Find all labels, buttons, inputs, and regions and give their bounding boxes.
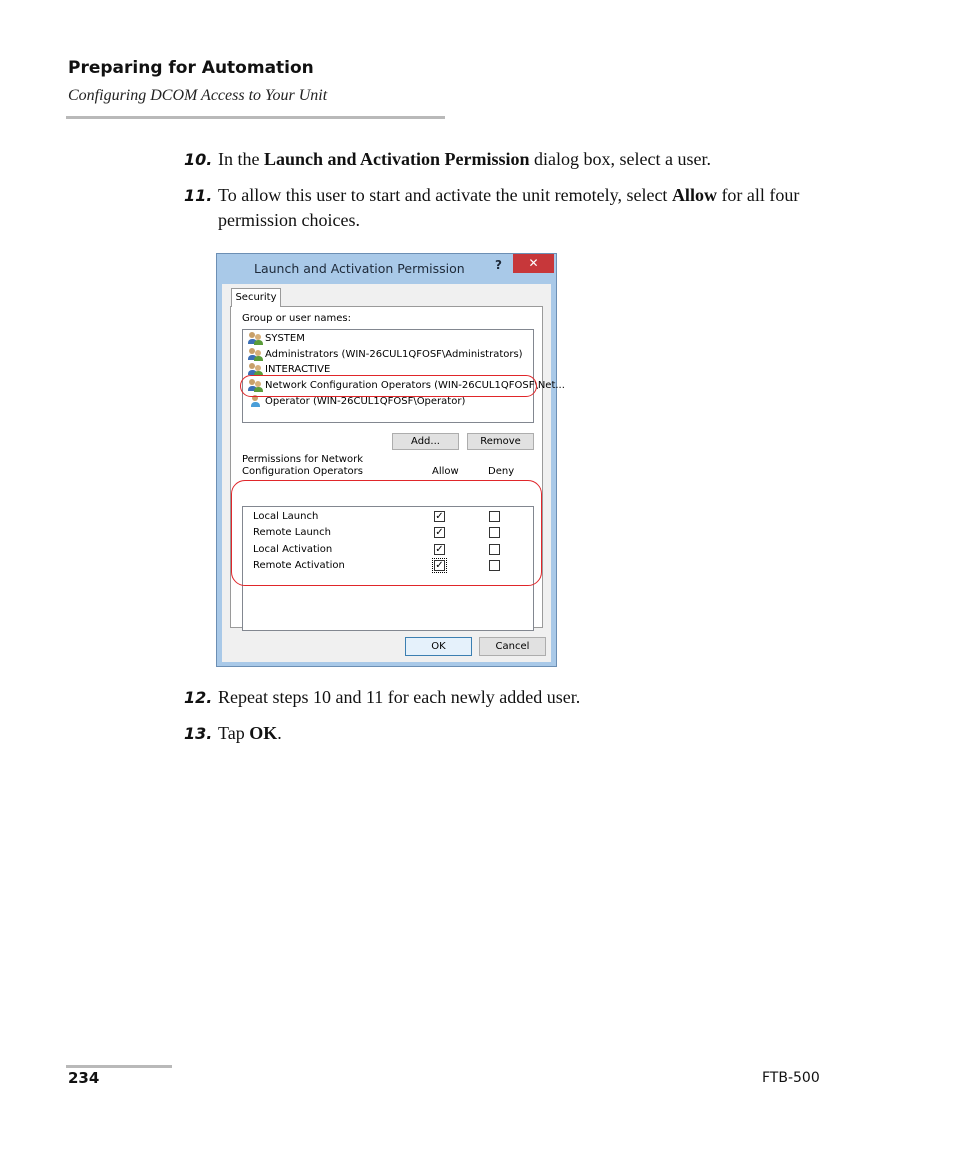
cancel-button[interactable]: Cancel [479, 637, 546, 656]
remove-button[interactable]: Remove [467, 433, 534, 450]
body-text: . [277, 723, 282, 743]
launch-activation-permission-dialog [216, 253, 565, 667]
step-number: 13. [184, 724, 213, 743]
allow-header: Allow [432, 466, 459, 477]
emphasis-text: Launch and Activation Permission [263, 149, 530, 169]
user-name: INTERACTIVE [265, 364, 331, 375]
product-name: FTB-500 [762, 1070, 820, 1086]
user-name: Network Configuration Operators (WIN-26CUL1QFOSF\Net... [265, 380, 565, 391]
emphasis-text: Allow [671, 185, 717, 205]
list-item[interactable] [248, 347, 523, 362]
permissions-highlight [231, 480, 542, 586]
deny-header: Deny [488, 466, 515, 477]
permission-name: Local Activation [253, 544, 333, 555]
section-title: Preparing for Automation [68, 58, 314, 78]
security-tab-panel [230, 306, 565, 628]
local-launch-allow-checkbox[interactable]: ✓ [435, 511, 444, 522]
selected-user-highlight [240, 375, 537, 397]
help-icon[interactable]: ? [495, 258, 502, 272]
step-11 [184, 183, 824, 233]
emphasis-text: OK [249, 723, 278, 743]
body-text: In the [218, 149, 264, 169]
body-text: Repeat steps 10 and 11 for each newly added user. [218, 687, 581, 707]
footer-rule [66, 1065, 172, 1068]
body-text: Tap [218, 723, 250, 743]
step-number: 10. [184, 150, 213, 169]
remote-launch-allow-checkbox[interactable]: ✓ [435, 527, 444, 538]
close-button[interactable]: ✕ [513, 254, 554, 273]
step-text [218, 183, 818, 233]
group-icon [248, 348, 263, 361]
permissions-label: Permissions for Network [242, 454, 364, 465]
body-text: To allow this user to start and activate the unit remotely, select [218, 185, 672, 205]
user-name: Administrators (WIN-26CUL1QFOSF\Administrators) [265, 349, 523, 360]
header-rule [66, 116, 445, 119]
permission-name: Remote Activation [253, 560, 345, 571]
step-text [218, 147, 824, 172]
group-icon [248, 332, 263, 345]
add-button[interactable]: Add... [392, 433, 459, 450]
group-label: Group or user names: [242, 313, 351, 324]
body-text: dialog box, select a user. [529, 149, 711, 169]
section-subtitle: Configuring DCOM Access to Your Unit [68, 87, 328, 104]
step-text [218, 721, 824, 746]
step-13 [184, 721, 824, 746]
step-10 [184, 147, 824, 172]
body-text: for all four permission choices. [218, 185, 800, 230]
dialog-title: Launch and Activation Permission [254, 261, 465, 276]
step-number: 11. [184, 186, 213, 205]
user-name: SYSTEM [265, 333, 305, 344]
permission-name: Local Launch [253, 511, 319, 522]
remote-activation-allow-checkbox[interactable]: ✓ [435, 560, 444, 571]
ok-button[interactable]: OK [405, 637, 472, 656]
list-item[interactable] [248, 331, 305, 346]
tab-security[interactable]: Security [231, 288, 281, 307]
step-text [218, 685, 824, 710]
user-name: Operator (WIN-26CUL1QFOSF\Operator) [265, 396, 466, 407]
permissions-label-line2: Configuration Operators [242, 466, 363, 477]
step-number: 12. [184, 688, 213, 707]
local-activation-allow-checkbox[interactable]: ✓ [435, 544, 444, 555]
dialog-client-area [222, 284, 565, 662]
permission-name: Remote Launch [253, 527, 331, 538]
page-number: 234 [68, 1069, 100, 1087]
step-12 [184, 685, 824, 710]
